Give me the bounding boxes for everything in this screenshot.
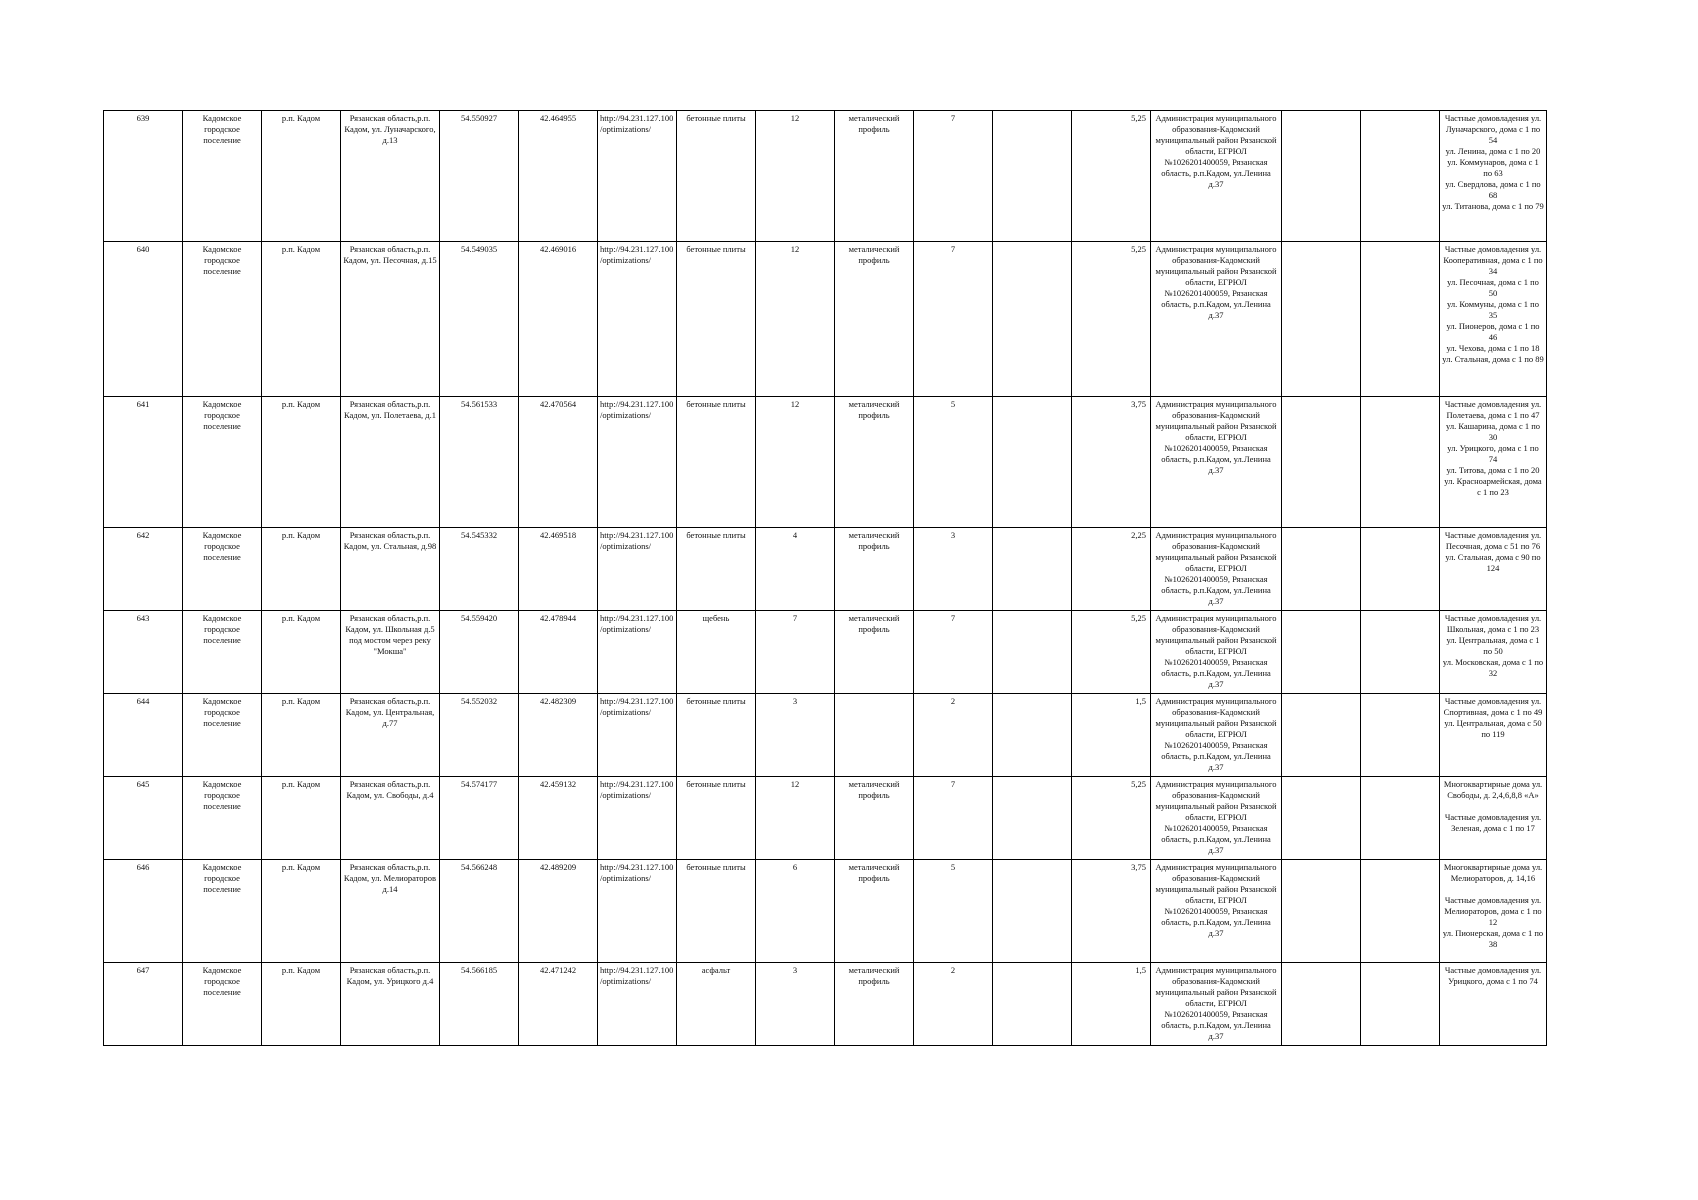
extra-containers-cell	[993, 242, 1072, 397]
latitude-cell: 54.550927	[440, 111, 519, 242]
container-count-cell: 3	[914, 528, 993, 611]
row-number-cell: 643	[104, 611, 183, 694]
waste-source-line: ул. Московская, дома с 1 по 32	[1442, 657, 1544, 679]
volume-cell: 3,75	[1072, 860, 1151, 963]
fence-type-cell: металический профиль	[835, 777, 914, 860]
area-cell: 3	[756, 694, 835, 777]
waste-source-line: ул. Титанова, дома с 1 по 79	[1442, 201, 1544, 212]
latitude-cell: 54.566185	[440, 963, 519, 1046]
surface-type-cell: асфальт	[677, 963, 756, 1046]
longitude-cell: 42.482309	[519, 694, 598, 777]
table-row	[104, 242, 1547, 397]
waste-source-line: ул. Коммуны, дома с 1 по 35	[1447, 299, 1539, 321]
waste-source-line: Частные домовладения ул. Мелиораторов, дома с 1 по 12	[1444, 895, 1542, 928]
settlement-cell: Кадомское городское поселение	[183, 111, 262, 242]
owner-cell: Администрация муниципального образования-Кадомский муниципальный район Рязанской области, ЕГРЮЛ №1026201400059, Рязанская область, р.п.Кадом, ул.Ленина д.37	[1151, 528, 1282, 611]
table-row	[104, 528, 1547, 611]
blank-cell	[1282, 397, 1361, 528]
volume-cell: 1,5	[1072, 963, 1151, 1046]
area-cell: 12	[756, 111, 835, 242]
map-link-cell: http://94.231.127.100/optimizations/	[598, 111, 677, 242]
longitude-cell: 42.478944	[519, 611, 598, 694]
settlement-cell: Кадомское городское поселение	[183, 397, 262, 528]
settlement-cell: Кадомское городское поселение	[183, 860, 262, 963]
locality-cell: р.п. Кадом	[262, 694, 341, 777]
extra-containers-cell	[993, 397, 1072, 528]
volume-cell: 2,25	[1072, 528, 1151, 611]
blank-cell	[1361, 611, 1440, 694]
blank-cell	[1361, 963, 1440, 1046]
map-link-cell: http://94.231.127.100/optimizations/	[598, 860, 677, 963]
surface-type-cell: бетонные плиты	[677, 860, 756, 963]
container-count-cell: 7	[914, 777, 993, 860]
row-number-cell: 641	[104, 397, 183, 528]
waste-sources-cell	[1440, 397, 1547, 528]
map-link-cell: http://94.231.127.100/optimizations/	[598, 397, 677, 528]
waste-source-line: Частные домовладения ул. Спортивная, дома с 1 по 49	[1443, 696, 1543, 718]
blank-cell	[1282, 777, 1361, 860]
waste-source-line	[1442, 801, 1544, 812]
map-link-cell: http://94.231.127.100/optimizations/	[598, 694, 677, 777]
locality-cell: р.п. Кадом	[262, 777, 341, 860]
surface-type-cell: бетонные плиты	[677, 528, 756, 611]
blank-cell	[1361, 694, 1440, 777]
waste-source-line: Многоквартирные дома ул. Мелиораторов, д. 14,16	[1443, 862, 1543, 884]
extra-containers-cell	[993, 528, 1072, 611]
waste-source-line: Частные домовладения ул. Полетаева, дома с 1 по 47	[1444, 399, 1542, 421]
container-count-cell: 7	[914, 111, 993, 242]
address-cell: Рязанская область,р.п. Кадом, ул. Мелиораторов д.14	[341, 860, 440, 963]
longitude-cell: 42.471242	[519, 963, 598, 1046]
waste-sources-cell	[1440, 860, 1547, 963]
map-link-cell: http://94.231.127.100/optimizations/	[598, 528, 677, 611]
fence-type-cell	[835, 694, 914, 777]
blank-cell	[1282, 242, 1361, 397]
surface-type-cell: бетонные плиты	[677, 397, 756, 528]
waste-source-line: ул. Пионерская, дома с 1 по 38	[1442, 928, 1544, 950]
extra-containers-cell	[993, 111, 1072, 242]
address-cell: Рязанская область,р.п. Кадом, ул. Центральная, д.77	[341, 694, 440, 777]
address-cell: Рязанская область,р.п. Кадом, ул. Стальная, д.98	[341, 528, 440, 611]
settlement-cell: Кадомское городское поселение	[183, 694, 262, 777]
extra-containers-cell	[993, 611, 1072, 694]
container-count-cell: 2	[914, 694, 993, 777]
volume-cell: 5,25	[1072, 111, 1151, 242]
extra-containers-cell	[993, 963, 1072, 1046]
row-number-cell: 640	[104, 242, 183, 397]
registry-table	[103, 110, 1547, 1046]
waste-source-line: Многоквартирные дома ул. Свободы, д. 2,4,6,8,8 «А»	[1443, 779, 1543, 801]
blank-cell	[1282, 611, 1361, 694]
fence-type-cell: металический профиль	[835, 397, 914, 528]
owner-cell: Администрация муниципального образования-Кадомский муниципальный район Рязанской области, ЕГРЮЛ №1026201400059, Рязанская область, р.п.Кадом, ул.Ленина д.37	[1151, 777, 1282, 860]
row-number-cell: 644	[104, 694, 183, 777]
area-cell: 12	[756, 777, 835, 860]
waste-sources-cell	[1440, 111, 1547, 242]
blank-cell	[1361, 111, 1440, 242]
container-count-cell: 7	[914, 611, 993, 694]
volume-cell: 5,25	[1072, 777, 1151, 860]
blank-cell	[1361, 860, 1440, 963]
latitude-cell: 54.549035	[440, 242, 519, 397]
address-cell: Рязанская область,р.п. Кадом, ул. Школьная д.5 под мостом через реку "Мокша"	[341, 611, 440, 694]
volume-cell: 5,25	[1072, 611, 1151, 694]
blank-cell	[1361, 397, 1440, 528]
waste-source-line: Частные домовладения ул. Урицкого, дома с 1 по 74	[1444, 965, 1542, 987]
locality-cell: р.п. Кадом	[262, 611, 341, 694]
address-cell: Рязанская область,р.п. Кадом, ул. Луначарского, д.13	[341, 111, 440, 242]
blank-cell	[1282, 694, 1361, 777]
area-cell: 7	[756, 611, 835, 694]
container-count-cell: 5	[914, 397, 993, 528]
waste-source-line: ул. Пионеров, дома с 1 по 46	[1446, 321, 1540, 343]
locality-cell: р.п. Кадом	[262, 397, 341, 528]
blank-cell	[1361, 777, 1440, 860]
settlement-cell: Кадомское городское поселение	[183, 777, 262, 860]
extra-containers-cell	[993, 694, 1072, 777]
row-number-cell: 646	[104, 860, 183, 963]
fence-type-cell: металический профиль	[835, 611, 914, 694]
waste-source-line: ул. Титова, дома с 1 по 20	[1446, 465, 1540, 476]
settlement-cell: Кадомское городское поселение	[183, 528, 262, 611]
settlement-cell: Кадомское городское поселение	[183, 242, 262, 397]
longitude-cell: 42.464955	[519, 111, 598, 242]
fence-type-cell: металический профиль	[835, 528, 914, 611]
waste-source-line: ул. Песочная, дома с 1 по 50	[1447, 277, 1539, 299]
area-cell: 4	[756, 528, 835, 611]
address-cell: Рязанская область,р.п. Кадом, ул. Полетаева, д.1	[341, 397, 440, 528]
waste-source-line: ул. Красноармейская, дома с 1 по 23	[1444, 476, 1542, 498]
locality-cell: р.п. Кадом	[262, 111, 341, 242]
waste-source-line: ул. Кашарина, дома с 1 по 30	[1445, 421, 1541, 443]
locality-cell: р.п. Кадом	[262, 860, 341, 963]
area-cell: 12	[756, 242, 835, 397]
table-row	[104, 111, 1547, 242]
waste-source-line: Частные домовладения ул. Зеленая, дома с 1 по 17	[1444, 812, 1542, 834]
row-number-cell: 647	[104, 963, 183, 1046]
owner-cell: Администрация муниципального образования-Кадомский муниципальный район Рязанской области, ЕГРЮЛ №1026201400059, Рязанская область, р.п.Кадом, ул.Ленина д.37	[1151, 242, 1282, 397]
settlement-cell: Кадомское городское поселение	[183, 963, 262, 1046]
row-number-cell: 645	[104, 777, 183, 860]
table-row	[104, 611, 1547, 694]
latitude-cell: 54.566248	[440, 860, 519, 963]
table-row	[104, 963, 1547, 1046]
area-cell: 3	[756, 963, 835, 1046]
waste-source-line: ул. Стальная, дома с 1 по 89	[1442, 354, 1544, 365]
waste-source-line	[1442, 884, 1544, 895]
registry-table-body	[104, 111, 1547, 1046]
latitude-cell: 54.545332	[440, 528, 519, 611]
address-cell: Рязанская область,р.п. Кадом, ул. Урицкого д.4	[341, 963, 440, 1046]
longitude-cell: 42.459132	[519, 777, 598, 860]
longitude-cell: 42.489209	[519, 860, 598, 963]
waste-sources-cell	[1440, 694, 1547, 777]
waste-source-line: ул. Центральная, дома с 1 по 50	[1446, 635, 1540, 657]
area-cell: 6	[756, 860, 835, 963]
surface-type-cell: щебень	[677, 611, 756, 694]
map-link-cell: http://94.231.127.100/optimizations/	[598, 777, 677, 860]
owner-cell: Администрация муниципального образования-Кадомский муниципальный район Рязанской области, ЕГРЮЛ №1026201400059, Рязанская область, р.п.Кадом, ул.Ленина д.37	[1151, 611, 1282, 694]
address-cell: Рязанская область,р.п. Кадом, ул. Песочная, д.15	[341, 242, 440, 397]
latitude-cell: 54.574177	[440, 777, 519, 860]
blank-cell	[1282, 963, 1361, 1046]
blank-cell	[1361, 242, 1440, 397]
latitude-cell: 54.561533	[440, 397, 519, 528]
waste-source-line: ул. Коммунаров, дома с 1 по 63	[1447, 157, 1539, 179]
container-count-cell: 7	[914, 242, 993, 397]
extra-containers-cell	[993, 860, 1072, 963]
waste-sources-cell	[1440, 611, 1547, 694]
latitude-cell: 54.552032	[440, 694, 519, 777]
waste-source-line: Частные домовладения ул. Кооперативная, дома с 1 по 34	[1443, 244, 1543, 277]
longitude-cell: 42.469016	[519, 242, 598, 397]
map-link-cell: http://94.231.127.100/optimizations/	[598, 242, 677, 397]
address-cell: Рязанская область,р.п. Кадом, ул. Свободы, д.4	[341, 777, 440, 860]
blank-cell	[1282, 528, 1361, 611]
locality-cell: р.п. Кадом	[262, 963, 341, 1046]
waste-source-line: ул. Урицкого, дома с 1 по 74	[1447, 443, 1539, 465]
owner-cell: Администрация муниципального образования-Кадомский муниципальный район Рязанской области, ЕГРЮЛ №1026201400059, Рязанская область, р.п.Кадом, ул.Ленина д.37	[1151, 111, 1282, 242]
surface-type-cell: бетонные плиты	[677, 694, 756, 777]
volume-cell: 1,5	[1072, 694, 1151, 777]
waste-source-line: ул. Чехова, дома с 1 по 18	[1446, 343, 1540, 354]
table-row	[104, 777, 1547, 860]
owner-cell: Администрация муниципального образования-Кадомский муниципальный район Рязанской области, ЕГРЮЛ №1026201400059, Рязанская область, р.п.Кадом, ул.Ленина д.37	[1151, 963, 1282, 1046]
longitude-cell: 42.469518	[519, 528, 598, 611]
settlement-cell: Кадомское городское поселение	[183, 611, 262, 694]
waste-source-line: Частные домовладения ул. Песочная, дома с 51 по 76	[1444, 530, 1542, 552]
fence-type-cell: металический профиль	[835, 242, 914, 397]
row-number-cell: 642	[104, 528, 183, 611]
waste-sources-cell	[1440, 528, 1547, 611]
waste-source-line: ул. Ленина, дома с 1 по 20	[1445, 146, 1541, 157]
waste-sources-cell	[1440, 242, 1547, 397]
waste-source-line: ул. Стальная, дома с 90 по 124	[1445, 552, 1541, 574]
owner-cell: Администрация муниципального образования-Кадомский муниципальный район Рязанской области, ЕГРЮЛ №1026201400059, Рязанская область, р.п.Кадом, ул.Ленина д.37	[1151, 694, 1282, 777]
container-count-cell: 2	[914, 963, 993, 1046]
container-count-cell: 5	[914, 860, 993, 963]
waste-sources-cell	[1440, 777, 1547, 860]
row-number-cell: 639	[104, 111, 183, 242]
fence-type-cell: металический профиль	[835, 963, 914, 1046]
map-link-cell: http://94.231.127.100/optimizations/	[598, 963, 677, 1046]
table-row	[104, 694, 1547, 777]
volume-cell: 5,25	[1072, 242, 1151, 397]
waste-source-line: Частные домовладения ул. Школьная, дома с 1 по 23	[1444, 613, 1542, 635]
locality-cell: р.п. Кадом	[262, 242, 341, 397]
waste-source-line: ул. Центральная, дома с 50 по 119	[1444, 718, 1542, 740]
longitude-cell: 42.470564	[519, 397, 598, 528]
waste-sources-cell	[1440, 963, 1547, 1046]
waste-source-line: Частные домовладения ул. Луначарского, дома с 1 по 54	[1444, 113, 1542, 146]
surface-type-cell: бетонные плиты	[677, 111, 756, 242]
surface-type-cell: бетонные плиты	[677, 242, 756, 397]
waste-source-line: ул. Свердлова, дома с 1 по 68	[1445, 179, 1541, 201]
area-cell: 12	[756, 397, 835, 528]
locality-cell: р.п. Кадом	[262, 528, 341, 611]
table-row	[104, 397, 1547, 528]
surface-type-cell: бетонные плиты	[677, 777, 756, 860]
fence-type-cell: металический профиль	[835, 111, 914, 242]
volume-cell: 3,75	[1072, 397, 1151, 528]
blank-cell	[1282, 860, 1361, 963]
table-row	[104, 860, 1547, 963]
owner-cell: Администрация муниципального образования-Кадомский муниципальный район Рязанской области, ЕГРЮЛ №1026201400059, Рязанская область, р.п.Кадом, ул.Ленина д.37	[1151, 397, 1282, 528]
blank-cell	[1282, 111, 1361, 242]
map-link-cell: http://94.231.127.100/optimizations/	[598, 611, 677, 694]
latitude-cell: 54.559420	[440, 611, 519, 694]
fence-type-cell: металический профиль	[835, 860, 914, 963]
owner-cell: Администрация муниципального образования-Кадомский муниципальный район Рязанской области, ЕГРЮЛ №1026201400059, Рязанская область, р.п.Кадом, ул.Ленина д.37	[1151, 860, 1282, 963]
extra-containers-cell	[993, 777, 1072, 860]
blank-cell	[1361, 528, 1440, 611]
